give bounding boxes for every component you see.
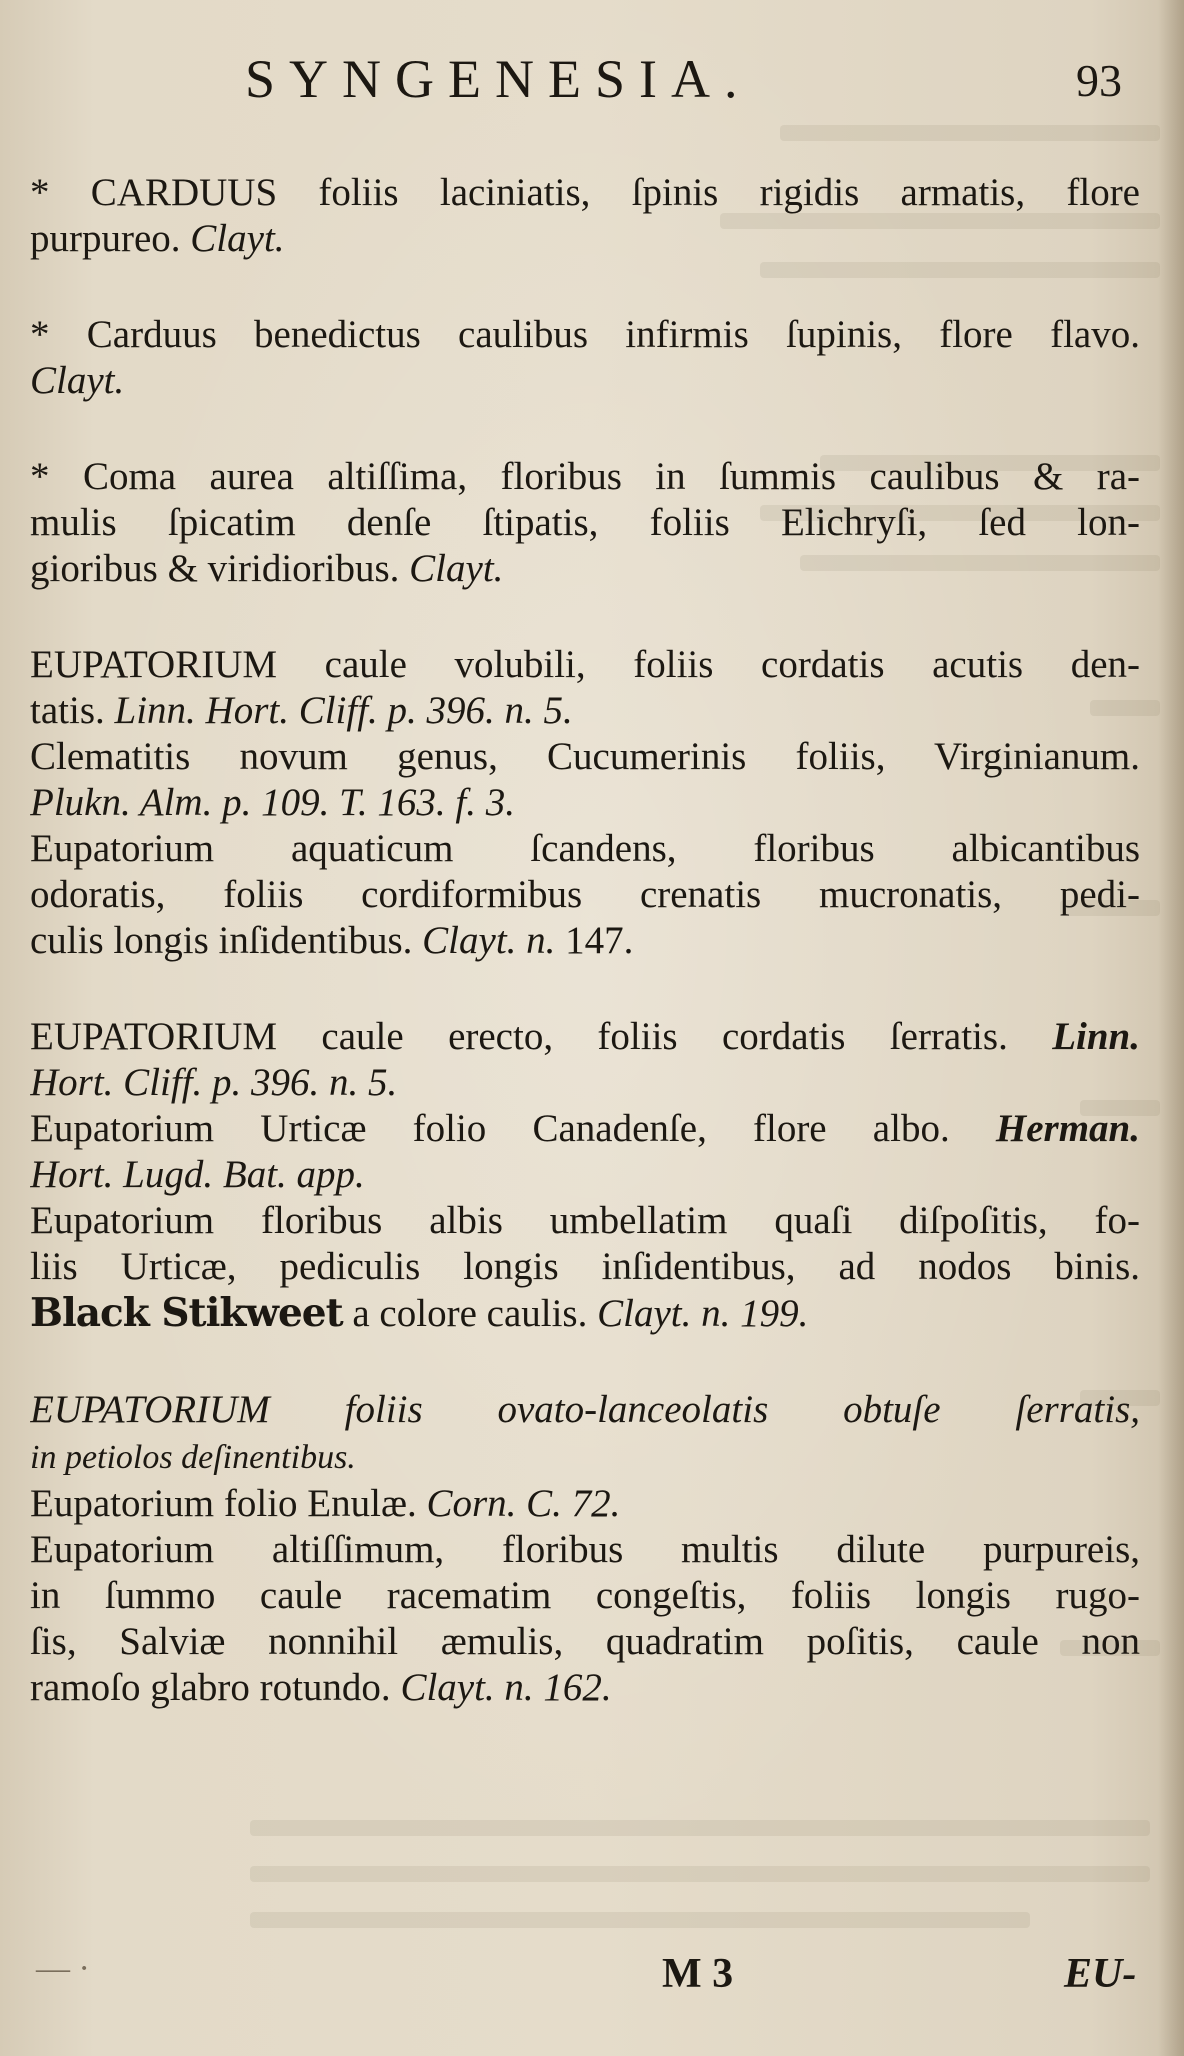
text-line xyxy=(30,918,1140,964)
entry xyxy=(30,312,1140,404)
text-line xyxy=(30,1244,1140,1290)
text-line xyxy=(30,170,1140,216)
signature-mark: M 3 xyxy=(662,1951,734,1997)
text-line xyxy=(30,1014,1140,1060)
text-run: EUPATORIUM caule volubili, foliis cordatis acutis den- xyxy=(30,643,1140,686)
text-line xyxy=(30,780,1140,826)
text-line xyxy=(30,358,1140,404)
text-run: purpureo. xyxy=(30,217,191,260)
text-line xyxy=(30,312,1140,358)
text-run: * CARDUUS foliis laciniatis, ſpinis rigidis armatis, flore xyxy=(30,171,1140,214)
page-edge-shadow xyxy=(1158,0,1184,2056)
italic-run: Linn. Hort. Cliff. p. 396. n. 5. xyxy=(114,689,573,732)
italic-run: Clayt. n. xyxy=(422,919,566,962)
small-italic-run: in petiolos deſinentibus. xyxy=(30,1439,356,1476)
page-footer xyxy=(0,1950,1184,2010)
text-line xyxy=(30,454,1140,500)
text-run: a colore caulis. xyxy=(342,1292,598,1335)
italic-run: Clayt. xyxy=(409,547,504,590)
text-line xyxy=(30,1619,1140,1665)
text-run: odoratis, foliis cordiformibus crenatis mucronatis, pedi- xyxy=(30,873,1140,916)
text-line xyxy=(30,688,1140,734)
italic-run: Hort. Cliff. p. 396. n. 5. xyxy=(30,1061,398,1104)
text-line xyxy=(30,546,1140,592)
italic-bold-run: Herman. xyxy=(995,1107,1140,1150)
text-run: Eupatorium aquaticum ſcandens, floribus albicantibus xyxy=(30,827,1140,870)
text-run: Eupatorium Urticæ folio Canadenſe, flore albo. xyxy=(30,1107,996,1150)
italic-run: Clayt. xyxy=(190,217,285,260)
entry xyxy=(30,1014,1140,1337)
text-line xyxy=(30,1290,1140,1337)
text-line xyxy=(30,216,1140,262)
blackletter-run: Black Stikweet xyxy=(30,1290,343,1336)
text-line xyxy=(30,872,1140,918)
text-run: Eupatorium folio Enulæ. xyxy=(30,1482,427,1525)
text-run: gioribus & viridioribus. xyxy=(30,547,410,590)
catchword: EU- xyxy=(1064,1951,1137,1997)
text-run: * Coma aurea altiſſima, floribus in ſummis caulibus & ra- xyxy=(30,455,1140,498)
italic-run: Clayt. n. 162. xyxy=(400,1666,612,1709)
text-line xyxy=(30,1152,1140,1198)
text-run: culis longis inſidentibus. xyxy=(30,919,423,962)
text-run: liis Urticæ, pediculis longis inſidentibus, ad nodos binis. xyxy=(30,1245,1140,1288)
text-line xyxy=(30,1060,1140,1106)
text-run: ſis, Salviæ nonnihil æmulis, quadratim poſitis, caule non xyxy=(30,1620,1140,1663)
italic-run: Plukn. Alm. p. 109. T. 163. f. 3. xyxy=(30,781,515,824)
text-line xyxy=(30,1387,1140,1433)
entry xyxy=(30,1387,1140,1711)
text-run: * Carduus benedictus caulibus infirmis ſupinis, flore flavo. xyxy=(30,313,1140,356)
text-line xyxy=(30,1573,1140,1619)
text-line xyxy=(30,1106,1140,1152)
text-line xyxy=(30,1433,1140,1481)
text-line xyxy=(30,1527,1140,1573)
text-line xyxy=(30,1481,1140,1527)
margin-marks: — · xyxy=(36,1950,90,1987)
italic-run: Hort. Lugd. Bat. app. xyxy=(30,1153,365,1196)
text-line xyxy=(30,642,1140,688)
page-number: 93 xyxy=(1076,55,1122,106)
text-run: Clematitis novum genus, Cucumerinis foliis, Virginianum. xyxy=(30,735,1140,778)
text-line xyxy=(30,734,1140,780)
running-head: SYNGENESIA. xyxy=(245,49,752,109)
page-header xyxy=(0,44,1184,114)
page-body xyxy=(30,170,1140,1761)
text-run: in ſummo caule racematim congeſtis, foliis longis rugo- xyxy=(30,1574,1140,1617)
text-line xyxy=(30,1198,1140,1244)
entry xyxy=(30,454,1140,592)
text-line xyxy=(30,500,1140,546)
text-line xyxy=(30,1665,1140,1711)
italic-bold-run: Linn. xyxy=(1052,1015,1140,1058)
text-run: EUPATORIUM caule erecto, foliis cordatis ſerratis. xyxy=(30,1015,1053,1058)
text-run: mulis ſpicatim denſe ſtipatis, foliis Elichryſi, ſed lon- xyxy=(30,501,1140,544)
text-run: Eupatorium floribus albis umbellatim quaſi diſpoſitis, fo- xyxy=(30,1199,1140,1242)
text-run: ramoſo glabro rotundo. xyxy=(30,1666,401,1709)
italic-run: Corn. C. 72. xyxy=(426,1482,621,1525)
entry xyxy=(30,642,1140,964)
text-line xyxy=(30,826,1140,872)
text-run: Eupatorium altiſſimum, floribus multis dilute purpureis, xyxy=(30,1528,1140,1571)
text-run: tatis. xyxy=(30,689,115,732)
text-run: 147. xyxy=(565,919,634,962)
entry xyxy=(30,170,1140,262)
italic-run: Clayt. n. 199. xyxy=(597,1292,809,1335)
italic-run: Clayt. xyxy=(30,359,125,402)
italic-run: EUPATORIUM foliis ovato-lanceolatis obtuſe ſerratis, xyxy=(30,1388,1140,1431)
